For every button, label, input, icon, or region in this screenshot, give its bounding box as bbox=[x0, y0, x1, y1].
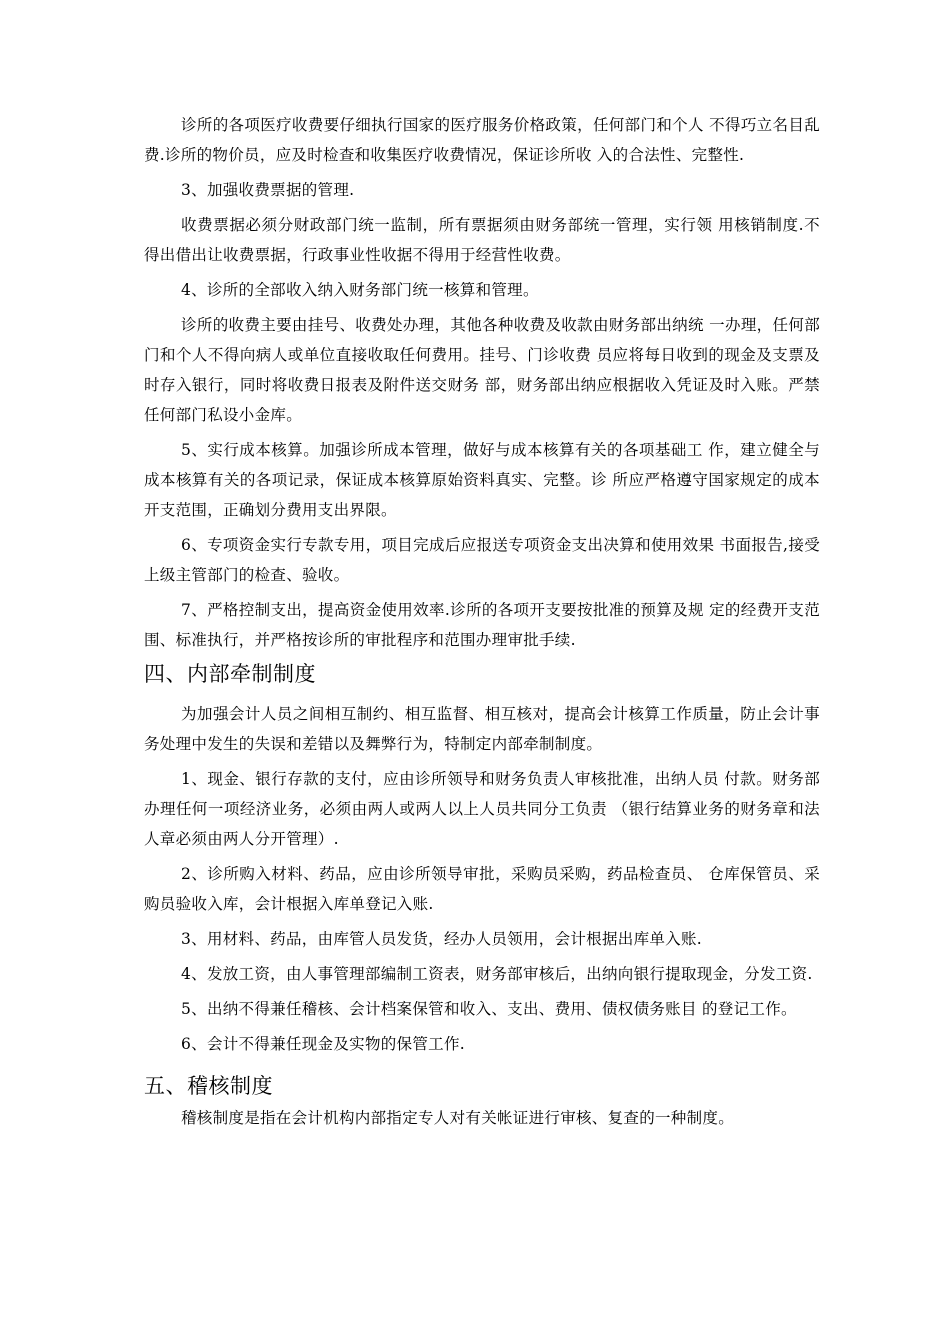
paragraph: 4、发放工资，由人事管理部编制工资表，财务部审核后，出纳向银行提取现金，分发工资. bbox=[181, 965, 813, 983]
paragraph: 6、专项资金实行专款专用，项目完成后应报送专项资金支出决算和使用效果 书面报告,接受上级主管部门的检查、验收。 bbox=[144, 536, 820, 584]
paragraph: 5、出纳不得兼任稽核、会计档案保管和收入、支出、费用、债权债务账目 的登记工作。 bbox=[181, 1000, 797, 1018]
paragraph: 为加强会计人员之间相互制约、相互监督、相互核对，提高会计核算工作质量，防止会计事务处理中发生的失误和差错以及舞弊行为，特制定内部牵制制度。 bbox=[144, 705, 820, 753]
paragraph: 稽核制度是指在会计机构内部指定专人对有关帐证进行审核、复查的一种制度。 bbox=[181, 1109, 735, 1127]
paragraph: 2、诊所购入材料、药品，应由诊所领导审批，采购员采购，药品检查员、 仓库保管员、采购员验收入库，会计根据入库单登记入账. bbox=[144, 865, 820, 913]
section-heading: 四、内部牵制制度 bbox=[144, 662, 316, 686]
paragraph: 1、现金、银行存款的支付，应由诊所领导和财务负责人审核批准，出纳人员 付款。财务部办理任何一项经济业务，必须由两人或两人以上人员共同分工负责 （银行结算业务的财务章和法人章必须由两人分开管理）. bbox=[144, 770, 820, 848]
document-page bbox=[144, 110, 820, 1133]
paragraph: 7、严格控制支出，提高资金使用效率.诊所的各项开支要按批准的预算及规 定的经费开支范围、标准执行，并严格按诊所的审批程序和范围办理审批手续. bbox=[144, 601, 820, 649]
paragraph: 收费票据必须分财政部门统一监制，所有票据须由财务部统一管理，实行领 用核销制度.不得出借出让收费票据，行政事业性收据不得用于经营性收费。 bbox=[144, 216, 820, 264]
paragraph: 诊所的收费主要由挂号、收费处办理，其他各种收费及收款由财务部出纳统 一办理，任何部门和个人不得向病人或单位直接收取任何费用。挂号、门诊收费 员应将每日收到的现金及支票及时存入银行，同时将收费日报表及附件送交财务 部，财务部出纳应根据收入凭证及时入账。严禁任何部门私设小金库。 bbox=[144, 316, 820, 424]
paragraph: 5、实行成本核算。加强诊所成本管理，做好与成本核算有关的各项基础工 作，建立健全与成本核算有关的各项记录，保证成本核算原始资料真实、完整。诊 所应严格遵守国家规定的成本开支范围，正确划分费用支出界限。 bbox=[144, 441, 820, 519]
paragraph: 3、加强收费票据的管理. bbox=[181, 181, 355, 199]
paragraph: 3、用材料、药品，由库管人员发货，经办人员领用，会计根据出库单入账. bbox=[181, 930, 702, 948]
paragraph: 4、诊所的全部收入纳入财务部门统一核算和管理。 bbox=[181, 281, 539, 299]
paragraph: 诊所的各项医疗收费要仔细执行国家的医疗服务价格政策，任何部门和个人 不得巧立名目乱费.诊所的物价员，应及时检查和收集医疗收费情况，保证诊所收 入的合法性、完整性. bbox=[144, 116, 820, 164]
section-heading: 五、稽核制度 bbox=[144, 1074, 273, 1098]
paragraph: 6、会计不得兼任现金及实物的保管工作. bbox=[181, 1035, 465, 1053]
